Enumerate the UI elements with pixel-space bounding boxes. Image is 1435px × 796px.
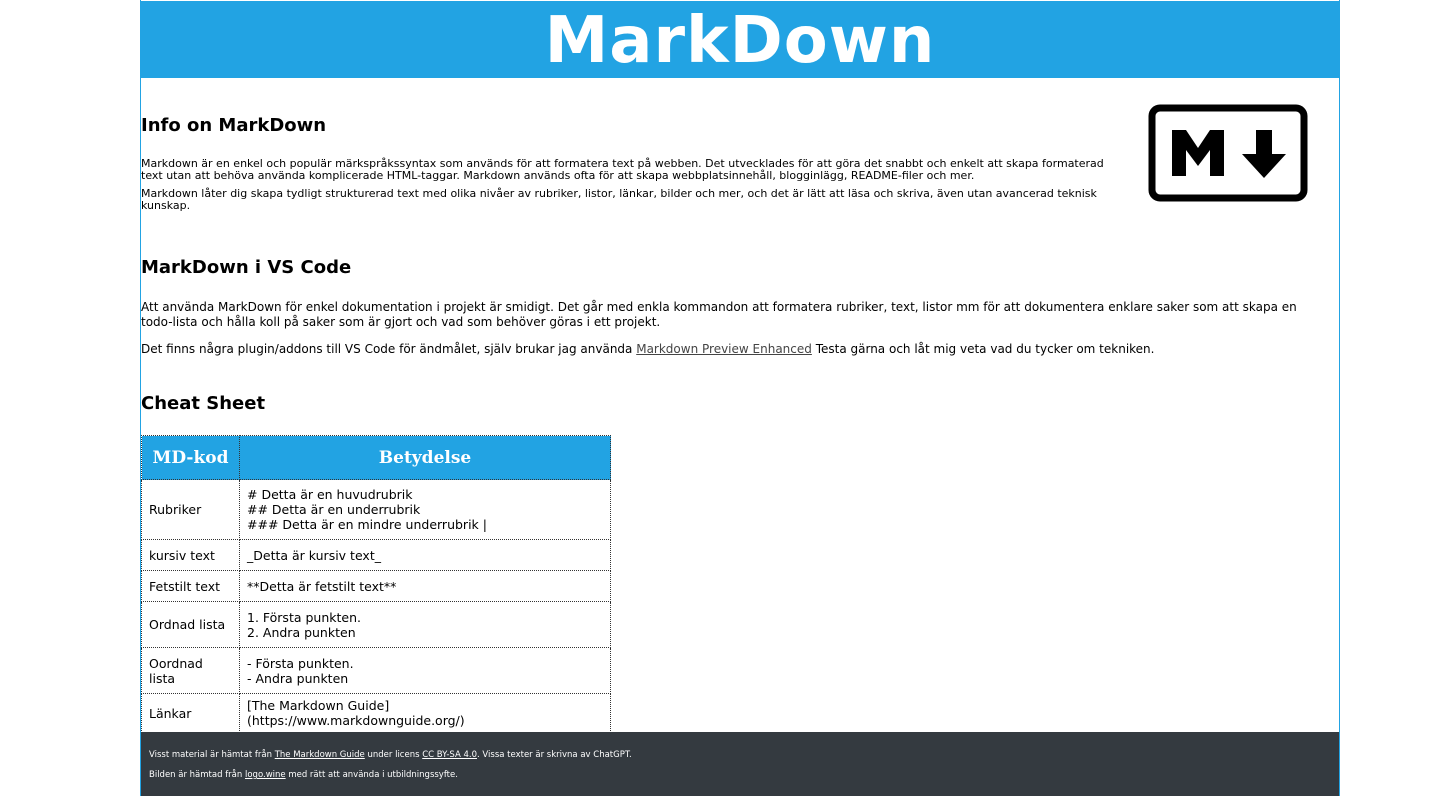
info-paragraph-1: Markdown är en enkel och populär märkspråkssyntax som används för att formatera text på webben. Det utvecklades för att göra det snabbt och enkelt att skapa formaterad text utan att behöva använda komplicerade HTML-taggar. Markdown används ofta för att skapa webbplatsinnehåll, blogginlägg, README-filer och mer. — [141, 157, 1104, 182]
column-header-md-kod: MD-kod — [142, 436, 240, 480]
row-value-line: 2. Andra punkten — [247, 624, 356, 640]
info-heading: Info on MarkDown — [141, 115, 327, 136]
page-container — [140, 0, 1340, 796]
row-value-line: ## Detta är en underrubrik — [247, 502, 421, 517]
row-label: Oordnad lista — [142, 648, 240, 694]
column-header-betydelse: Betydelse — [240, 436, 611, 480]
markdown-guide-link[interactable]: The Markdown Guide — [274, 750, 365, 760]
footer-text: Bilden är hämtad från — [149, 770, 245, 780]
cheat-heading: Cheat Sheet — [141, 393, 266, 414]
vscode-heading: MarkDown i VS Code — [141, 257, 352, 278]
vscode-text — [141, 300, 1316, 357]
row-value — [240, 602, 611, 648]
table-row — [142, 694, 611, 733]
row-value-line: # Detta är en huvudrubrik — [247, 487, 413, 502]
row-value-line: ### Detta är en mindre underrubrik | — [247, 517, 487, 532]
row-value-line: [The Markdown Guide](https://www.markdownguide.org/) — [247, 698, 465, 728]
vscode-paragraph-2 — [141, 342, 1316, 357]
info-paragraph-2: Markdown låter dig skapa tydligt strukturerad text med olika nivåer av rubriker, listor, länkar, bilder och mer, och det är lätt att läsa och skriva, även utan avancerad teknisk kunskap. — [141, 187, 1097, 212]
row-label: Länkar — [142, 694, 240, 733]
row-label: Rubriker — [142, 480, 240, 540]
row-value — [240, 540, 611, 571]
cheat-sheet-table — [141, 435, 611, 733]
table-row — [142, 602, 611, 648]
row-label: Ordnad lista — [142, 602, 240, 648]
vscode-p2-text-after: Testa gärna och låt mig veta vad du tycker om tekniken. — [811, 342, 1155, 356]
footer-text: . Vissa texter är skrivna av ChatGPT. — [477, 750, 632, 760]
markdown-logo-icon — [1148, 104, 1308, 202]
row-value — [240, 648, 611, 694]
markdown-preview-enhanced-link[interactable]: Markdown Preview Enhanced — [636, 342, 812, 356]
row-value-line: - Andra punkten — [247, 670, 349, 686]
info-text — [141, 158, 1116, 212]
row-value-line: _Detta är kursiv text_ — [247, 547, 381, 563]
site-title: MarkDown — [544, 4, 936, 78]
logo-wine-link[interactable]: logo.wine — [244, 770, 286, 780]
row-value — [240, 480, 611, 540]
row-value-line: **Detta är fetstilt text** — [247, 578, 397, 594]
site-header — [141, 1, 1339, 78]
footer-line-2 — [149, 770, 458, 780]
row-label: Fetstilt text — [142, 571, 240, 602]
vscode-paragraph-1: Att använda MarkDown för enkel dokumentation i projekt är smidigt. Det går med enkla kommandon att formatera rubriker, text, listor mm för att dokumentera enklare saker som att skapa en todo-lista och hålla koll på saker som är gjort och vad som behöver göras i ett projekt. — [141, 300, 1297, 329]
row-value-line: - Första punkten. — [247, 655, 354, 671]
table-row — [142, 480, 611, 540]
table-row — [142, 648, 611, 694]
footer-text: Visst material är hämtat från — [149, 750, 275, 760]
row-value — [240, 571, 611, 602]
table-row — [142, 540, 611, 571]
table-header-row — [142, 436, 611, 480]
table-row — [142, 571, 611, 602]
vscode-p2-text-before: Det finns några plugin/addons till VS Code för ändmålet, själv brukar jag använda — [141, 342, 637, 356]
footer-line-1 — [149, 750, 632, 760]
license-link[interactable]: CC BY-SA 4.0 — [422, 750, 478, 760]
row-value-line: 1. Första punkten. — [247, 609, 361, 625]
site-footer — [141, 732, 1339, 796]
row-value — [240, 694, 611, 733]
footer-text: under licens — [364, 750, 423, 760]
row-label: kursiv text — [142, 540, 240, 571]
footer-text: med rätt att använda i utbildningssyfte. — [285, 770, 458, 780]
